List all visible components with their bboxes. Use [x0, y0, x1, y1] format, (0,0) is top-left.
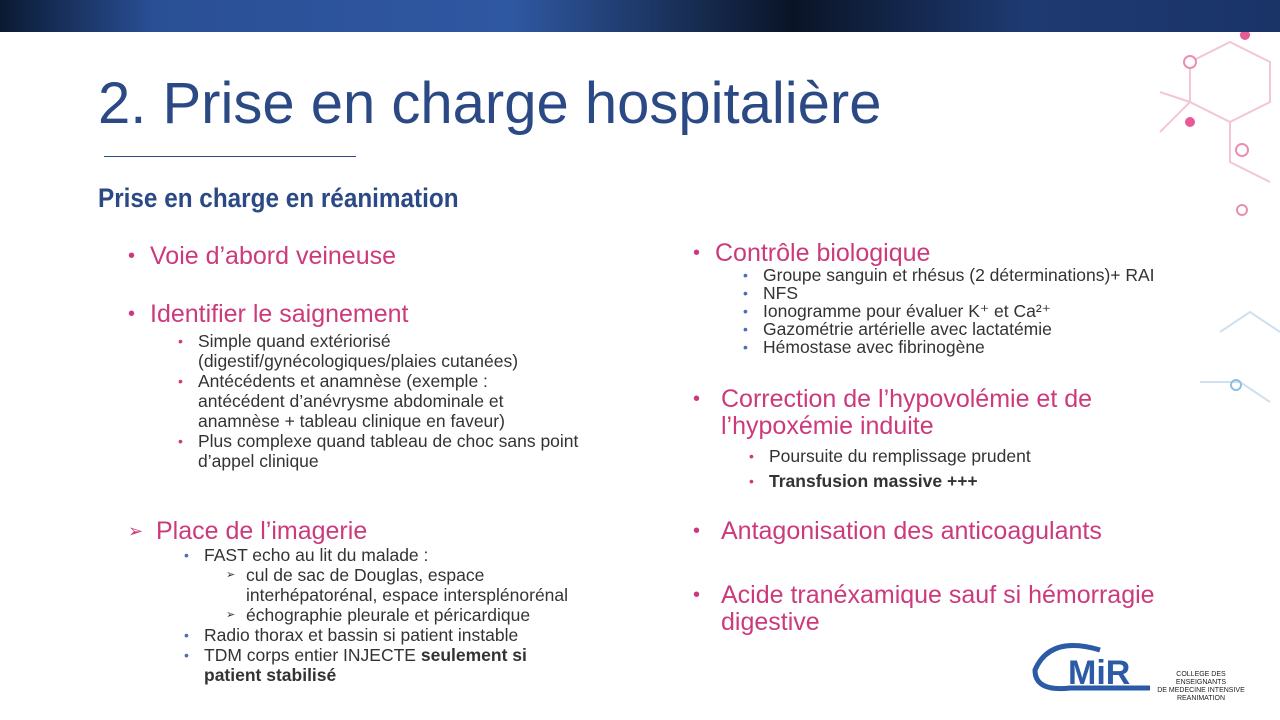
cemir-logo-mark: [1030, 640, 1150, 695]
text: Plus complexe quand tableau de choc sans point: [198, 431, 579, 451]
logo-text: COLLEGE DES ENSEIGNANTS: [1175, 671, 1227, 686]
text: seulement si: [420, 645, 527, 665]
text: Correction de l’hypovolémie et de: [721, 385, 1093, 413]
text: Hémostase avec fibrinogène: [763, 337, 985, 357]
text: (digestif/gynécologiques/plaies cutanées): [198, 351, 519, 371]
text: Simple quand extériorisé: [198, 331, 391, 351]
bullet-antagonisation: • Antagonisation des anticoagulants: [693, 517, 1102, 545]
bullet-correction: • Correction de l’hypovolémie et de l’hypoxémie induite: [693, 385, 1093, 440]
identifier-list: • Simple quand extériorisé (digestif/gynécologiques/plaies cutanées) • Antécédents et anamnèse (exemple : antécédent d’anévrysme abdominale et anamnèse + tableau clinique en faveur) • Plus complexe quand tableau de choc sans point d’appel clinique: [178, 331, 579, 471]
text: Radio thorax et bassin si patient instable: [204, 625, 519, 645]
text: échographie pleurale et péricardique: [246, 605, 531, 625]
section-subtitle: Prise en charge en réanimation: [98, 183, 459, 213]
slide-title: 2. Prise en charge hospitalière: [98, 71, 882, 136]
text: Antécédents et anamnèse (exemple :: [198, 371, 488, 391]
title-underline: [104, 156, 356, 157]
text: Transfusion massive +++: [769, 471, 978, 491]
cemir-logo: [1030, 640, 1250, 702]
text: d’appel clinique: [198, 451, 319, 471]
text: TDM corps entier INJECTE: [204, 645, 421, 665]
text: l’hypoxémie induite: [721, 412, 934, 440]
text: digestive: [721, 608, 820, 636]
bullet-imagerie: ➢ Place de l’imagerie: [128, 517, 368, 545]
text: interhépatorénal, espace intersplénorénal: [246, 585, 569, 605]
text: Ionogramme pour évaluer K⁺ et Ca²⁺: [763, 301, 1051, 321]
correction-list: • Poursuite du remplissage prudent • Transfusion massive +++: [749, 446, 1031, 491]
text: Antagonisation des anticoagulants: [721, 517, 1102, 545]
bio-list: • Groupe sanguin et rhésus (2 déterminations)+ RAI • NFS • Ionogramme pour évaluer K⁺ et Ca²⁺ • Gazométrie artérielle avec lactatémie • Hémostase avec fibrinogène: [743, 265, 1155, 357]
text: Gazométrie artérielle avec lactatémie: [763, 319, 1052, 339]
hexagon-decoration: [1140, 32, 1280, 452]
text: Poursuite du remplissage prudent: [769, 446, 1031, 466]
bullet-voie: • Voie d’abord veineuse: [128, 242, 397, 270]
text: Voie d’abord veineuse: [150, 242, 397, 270]
text: Acide tranéxamique sauf si hémorragie: [721, 581, 1155, 609]
text: NFS: [763, 283, 798, 303]
text: Contrôle biologique: [715, 239, 931, 267]
svg-text:MiR: MiR: [1068, 654, 1131, 692]
text: patient stabilisé: [204, 665, 337, 685]
text: Groupe sanguin et rhésus (2 déterminations)+ RAI: [763, 265, 1155, 285]
text: Identifier le saignement: [150, 300, 409, 328]
text: cul de sac de Douglas, espace: [246, 565, 485, 585]
logo-text: DE MEDECINE INTENSIVE: [1157, 687, 1245, 694]
text: antécédent d’anévrysme abdominale et: [198, 391, 504, 411]
bullet-acide: • Acide tranéxamique sauf si hémorragie digestive: [693, 581, 1155, 636]
bullet-controle: • Contrôle biologique: [693, 239, 931, 267]
text: FAST echo au lit du malade :: [204, 545, 429, 565]
bullet-identifier: • Identifier le saignement: [128, 300, 409, 328]
text: Place de l’imagerie: [156, 517, 368, 545]
header-banner: [0, 0, 1280, 32]
imagerie-list: • FAST echo au lit du malade : ➢ cul de sac de Douglas, espace interhépatorénal, espace intersplénorénal ➢ échographie pleurale et péricardique • Radio thorax et bassin si patient instable • TDM corps entier INJECTE seulement si patient stabilisé: [184, 545, 569, 685]
logo-text: REANIMATION: [1176, 695, 1226, 702]
text: anamnèse + tableau clinique en faveur): [198, 411, 505, 431]
